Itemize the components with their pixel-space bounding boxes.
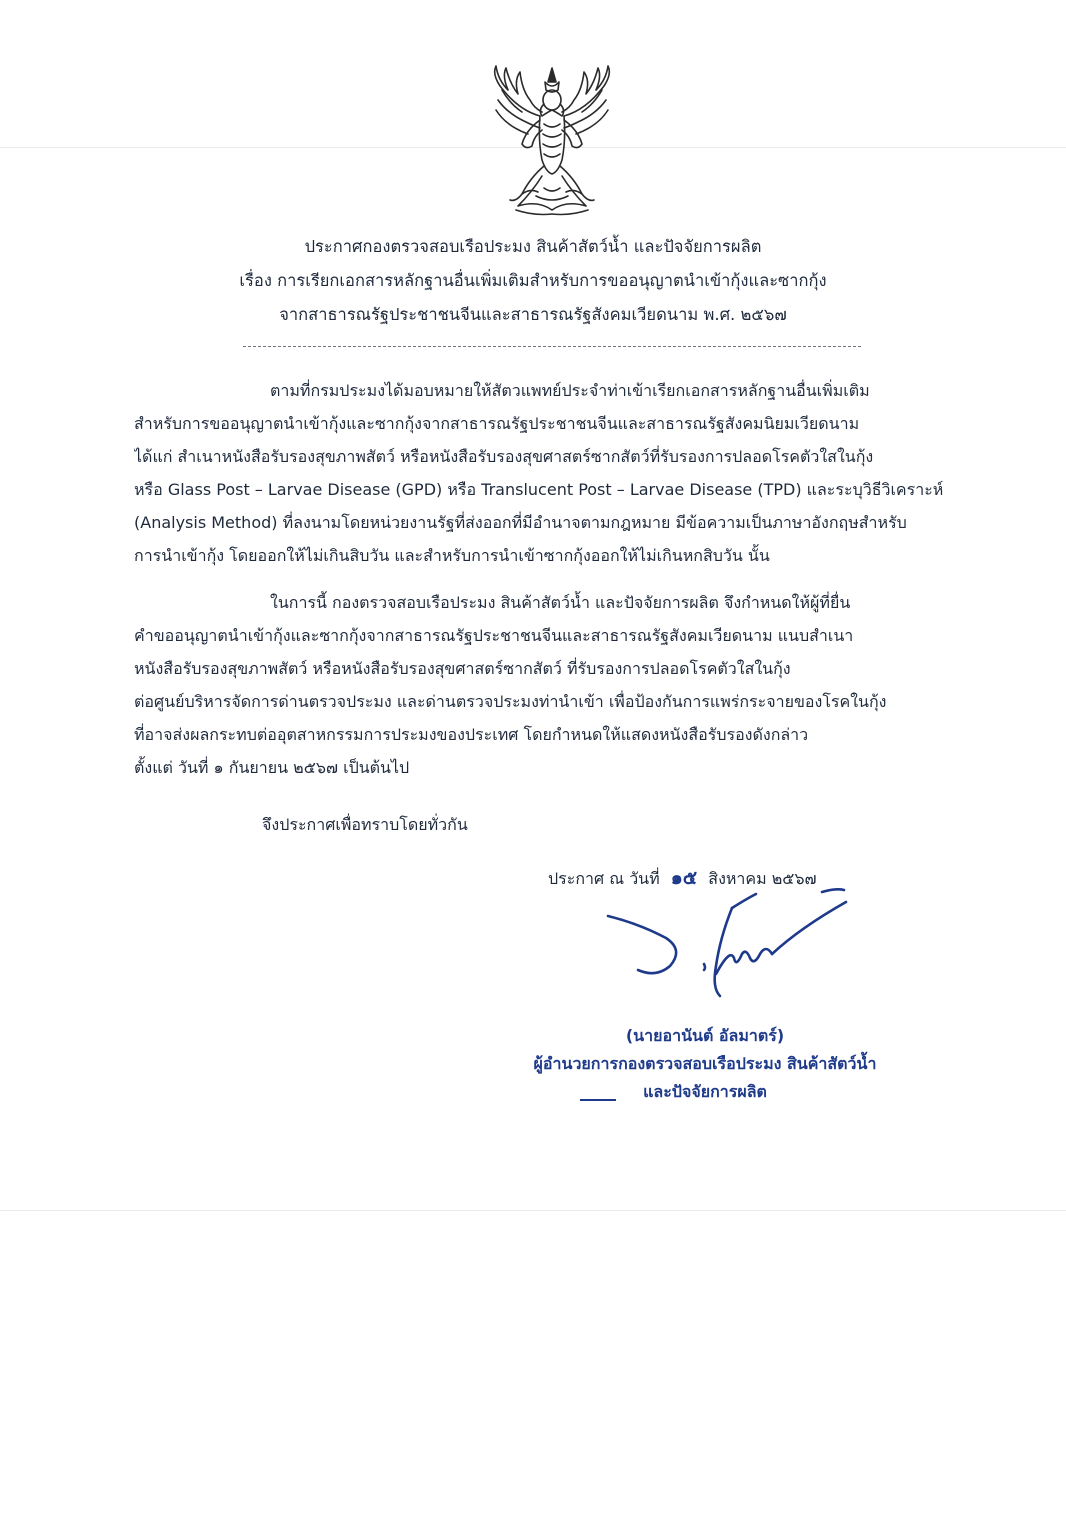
body-paragraph-1 xyxy=(134,374,966,572)
paragraph-line: ต่อศูนย์บริหารจัดการด่านตรวจประมง และด่านตรวจประมงท่านำเข้า เพื่อป้องกันการแพร่กระจายของโรคในกุ้ง xyxy=(134,692,887,711)
paragraph-line: (Analysis Method) ที่ลงนามโดยหน่วยงานรัฐที่ส่งออกที่มีอำนาจตามกฎหมาย มีข้อความเป็นภาษาอังกฤษสำหรับ xyxy=(134,513,907,532)
paragraph-line: คำขออนุญาตนำเข้ากุ้งและซากกุ้งจากสาธารณรัฐประชาชนจีนและสาธารณรัฐสังคมเวียดนาม แนบสำเนา xyxy=(134,626,854,645)
announcement-subject: เรื่อง การเรียกเอกสารหลักฐานอื่นเพิ่มเติมสำหรับการขออนุญาตนำเข้ากุ้งและซากกุ้ง xyxy=(239,271,827,290)
paragraph-line: หรือ Glass Post – Larvae Disease (GPD) หรือ Translucent Post – Larvae Disease (TPD) และระบุวิธีวิเคราะห์ xyxy=(134,480,944,499)
signer-title: ผู้อำนวยการกองตรวจสอบเรือประมง สินค้าสัตว์น้ำ xyxy=(533,1054,877,1073)
announcement-subject-continued: จากสาธารณรัฐประชาชนจีนและสาธารณรัฐสังคมเวียดนาม พ.ศ. ๒๕๖๗ xyxy=(279,305,787,324)
body-paragraph-2 xyxy=(134,586,966,784)
date-prefix: ประกาศ ณ วันที่ xyxy=(548,869,660,888)
paragraph-line: สำหรับการขออนุญาตนำเข้ากุ้งและซากกุ้งจากสาธารณรัฐประชาชนจีนและสาธารณรัฐสังคมนิยมเวียดนาม xyxy=(134,414,860,433)
paragraph-line: หนังสือรับรองสุขภาพสัตว์ หรือหนังสือรับรองสุขศาสตร์ซากสัตว์ ที่รับรองการปลอดโรคตัวใสในกุ้ง xyxy=(134,659,791,678)
paragraph-line: การนำเข้ากุ้ง โดยออกให้ไม่เกินสิบวัน และสำหรับการนำเข้าซากกุ้งออกให้ไม่เกินหกสิบวัน นั้น xyxy=(134,546,770,565)
paragraph-line: ตามที่กรมประมงได้มอบหมายให้สัตวแพทย์ประจำท่าเข้าเรียกเอกสารหลักฐานอื่นเพิ่มเติม xyxy=(270,381,870,400)
signature-icon xyxy=(600,888,860,998)
paragraph-line: ได้แก่ สำเนาหนังสือรับรองสุขภาพสัตว์ หรือหนังสือรับรองสุขศาสตร์ซากสัตว์ที่รับรองการปลอดโรคตัวใสในกุ้ง xyxy=(134,447,874,466)
signer-title-continued: และปัจจัยการผลิต xyxy=(643,1082,767,1101)
signer-name: (นายอานันต์ อัลมาตร์) xyxy=(625,1026,785,1045)
date-day-handwritten: ๑๕ xyxy=(670,867,698,889)
paragraph-line: ที่อาจส่งผลกระทบต่ออุตสาหกรรมการประมงของประเทศ โดยกำหนดให้แสดงหนังสือรับรองดังกล่าว xyxy=(134,725,809,744)
header-divider xyxy=(243,346,861,347)
scan-edge-line xyxy=(0,1210,1066,1211)
announcement-title: ประกาศกองตรวจสอบเรือประมง สินค้าสัตว์น้ำ และปัจจัยการผลิต xyxy=(304,237,762,256)
announcement-header xyxy=(120,230,946,332)
closing-statement: จึงประกาศเพื่อทราบโดยทั่วกัน xyxy=(262,815,468,834)
garuda-emblem-icon xyxy=(482,60,622,220)
paragraph-line: ตั้งแต่ วันที่ ๑ กันยายน ๒๕๖๗ เป็นต้นไป xyxy=(134,758,410,777)
date-month-year: สิงหาคม ๒๕๖๗ xyxy=(708,869,817,888)
paragraph-line: ในการนี้ กองตรวจสอบเรือประมง สินค้าสัตว์น้ำ และปัจจัยการผลิต จึงกำหนดให้ผู้ที่ยื่น xyxy=(270,593,851,612)
